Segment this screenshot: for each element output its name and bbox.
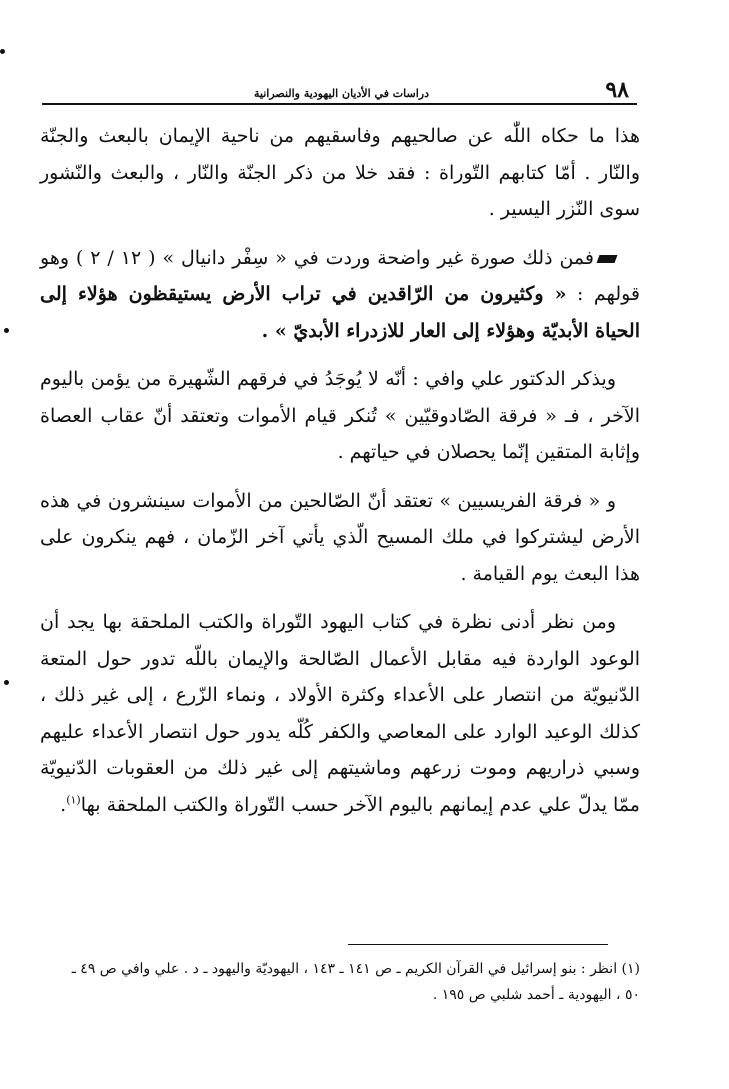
footnote-1-line-1: (١) انظر : بنو إسرائيل في القرآن الكريم ـ ص ١٤١ ـ ١٤٣ ، اليهوديّة واليهود ـ د . علي وافي ص ٤٩ ـ	[71, 961, 640, 977]
header-rule	[42, 103, 637, 105]
scan-margin-mark	[0, 49, 5, 54]
page-number: ٩٨	[605, 77, 629, 103]
paragraph-ornament-icon	[597, 255, 618, 263]
paragraph-4: و « فرقة الفريسيين » تعتقد أنّ الصّالحين من الأموات سينشرون في هذه الأرض ليشتركوا في ملك المسيح الّذي يأتي آخر الزّمان ، فهم ينكرون على هذا البعث يوم القيامة .	[40, 489, 640, 585]
page-header	[42, 78, 629, 104]
footnote-reference[interactable]: (١)	[66, 793, 81, 807]
scan-margin-mark	[4, 680, 9, 685]
footnotes	[40, 956, 640, 1008]
paragraph-3: ويذكر الدكتور علي وافي : أنّه لا يُوجَدُ في فرقهم الشّهيرة من يؤمن باليوم الآخر ، فـ « فرقة الصّادوقيّين » تُنكر قيام الأموات وتعتقد أنّ عقاب العصاة وإثابة المتقين إنّما يحصلان في حياتهم .	[40, 368, 640, 463]
paragraph-2-intro: فمن ذلك صورة غير واضحة وردت في « سِفْر دانيال » ( ١٢ / ٢ ) وهو قولهم :	[40, 246, 641, 305]
scan-margin-mark	[4, 328, 9, 333]
main-text	[40, 118, 640, 835]
footnote-1-line-2: ٥٠ ، اليهودية ـ أحمد شلبي ص ١٩٥ .	[432, 987, 640, 1003]
running-title: دراسات في الأديان اليهودية والنصرانية	[254, 87, 429, 100]
paragraph-2	[40, 240, 640, 350]
paragraph-5-text: ومن نظر أدنى نظرة في كتاب اليهود التّوراة والكتب الملحقة بها يجد أن الوعود الواردة فيه مقابل الأعمال الصّالحة والإيمان باللّه تدور حول المتعة الدّنيويّة من انتصار على الأعداء وكثرة الأولاد ، ونماء الزّرع ، إلى غير ذلك ، كذلك الوعيد الوارد على المعاصي والكفر كُلّه يدور حول انتصار الأعداء عليهم وسبي ذراريهم وموت زرعهم وماشيتهم إلى غير ذلك من العقوبات الدّنيويّة ممّا يدلّ علي عدم إيمانهم باليوم الآخر حسب التّوراة والكتب الملحقة بها	[40, 611, 640, 816]
daniel-quote: « وكثيرون من الرّاقدين في تراب الأرض يستيقظون هؤلاء إلى الحياة الأبديّة وهؤلاء إلى العار للازدراء الأبديّ » .	[40, 283, 640, 342]
paragraph-5-end: .	[60, 793, 67, 816]
paragraph-5	[40, 604, 640, 823]
footnote-rule	[348, 944, 608, 945]
paragraph-1: هذا ما حكاه اللّٰه عن صالحيهم وفاسقيهم من ناحية الإيمان بالبعث والجنّة والنّار . أمّا كتابهم التّوراة : فقد خلا من ذكر الجنّة والنّار ، والبعث والنّشور سوى النّزر اليسير .	[40, 125, 640, 220]
